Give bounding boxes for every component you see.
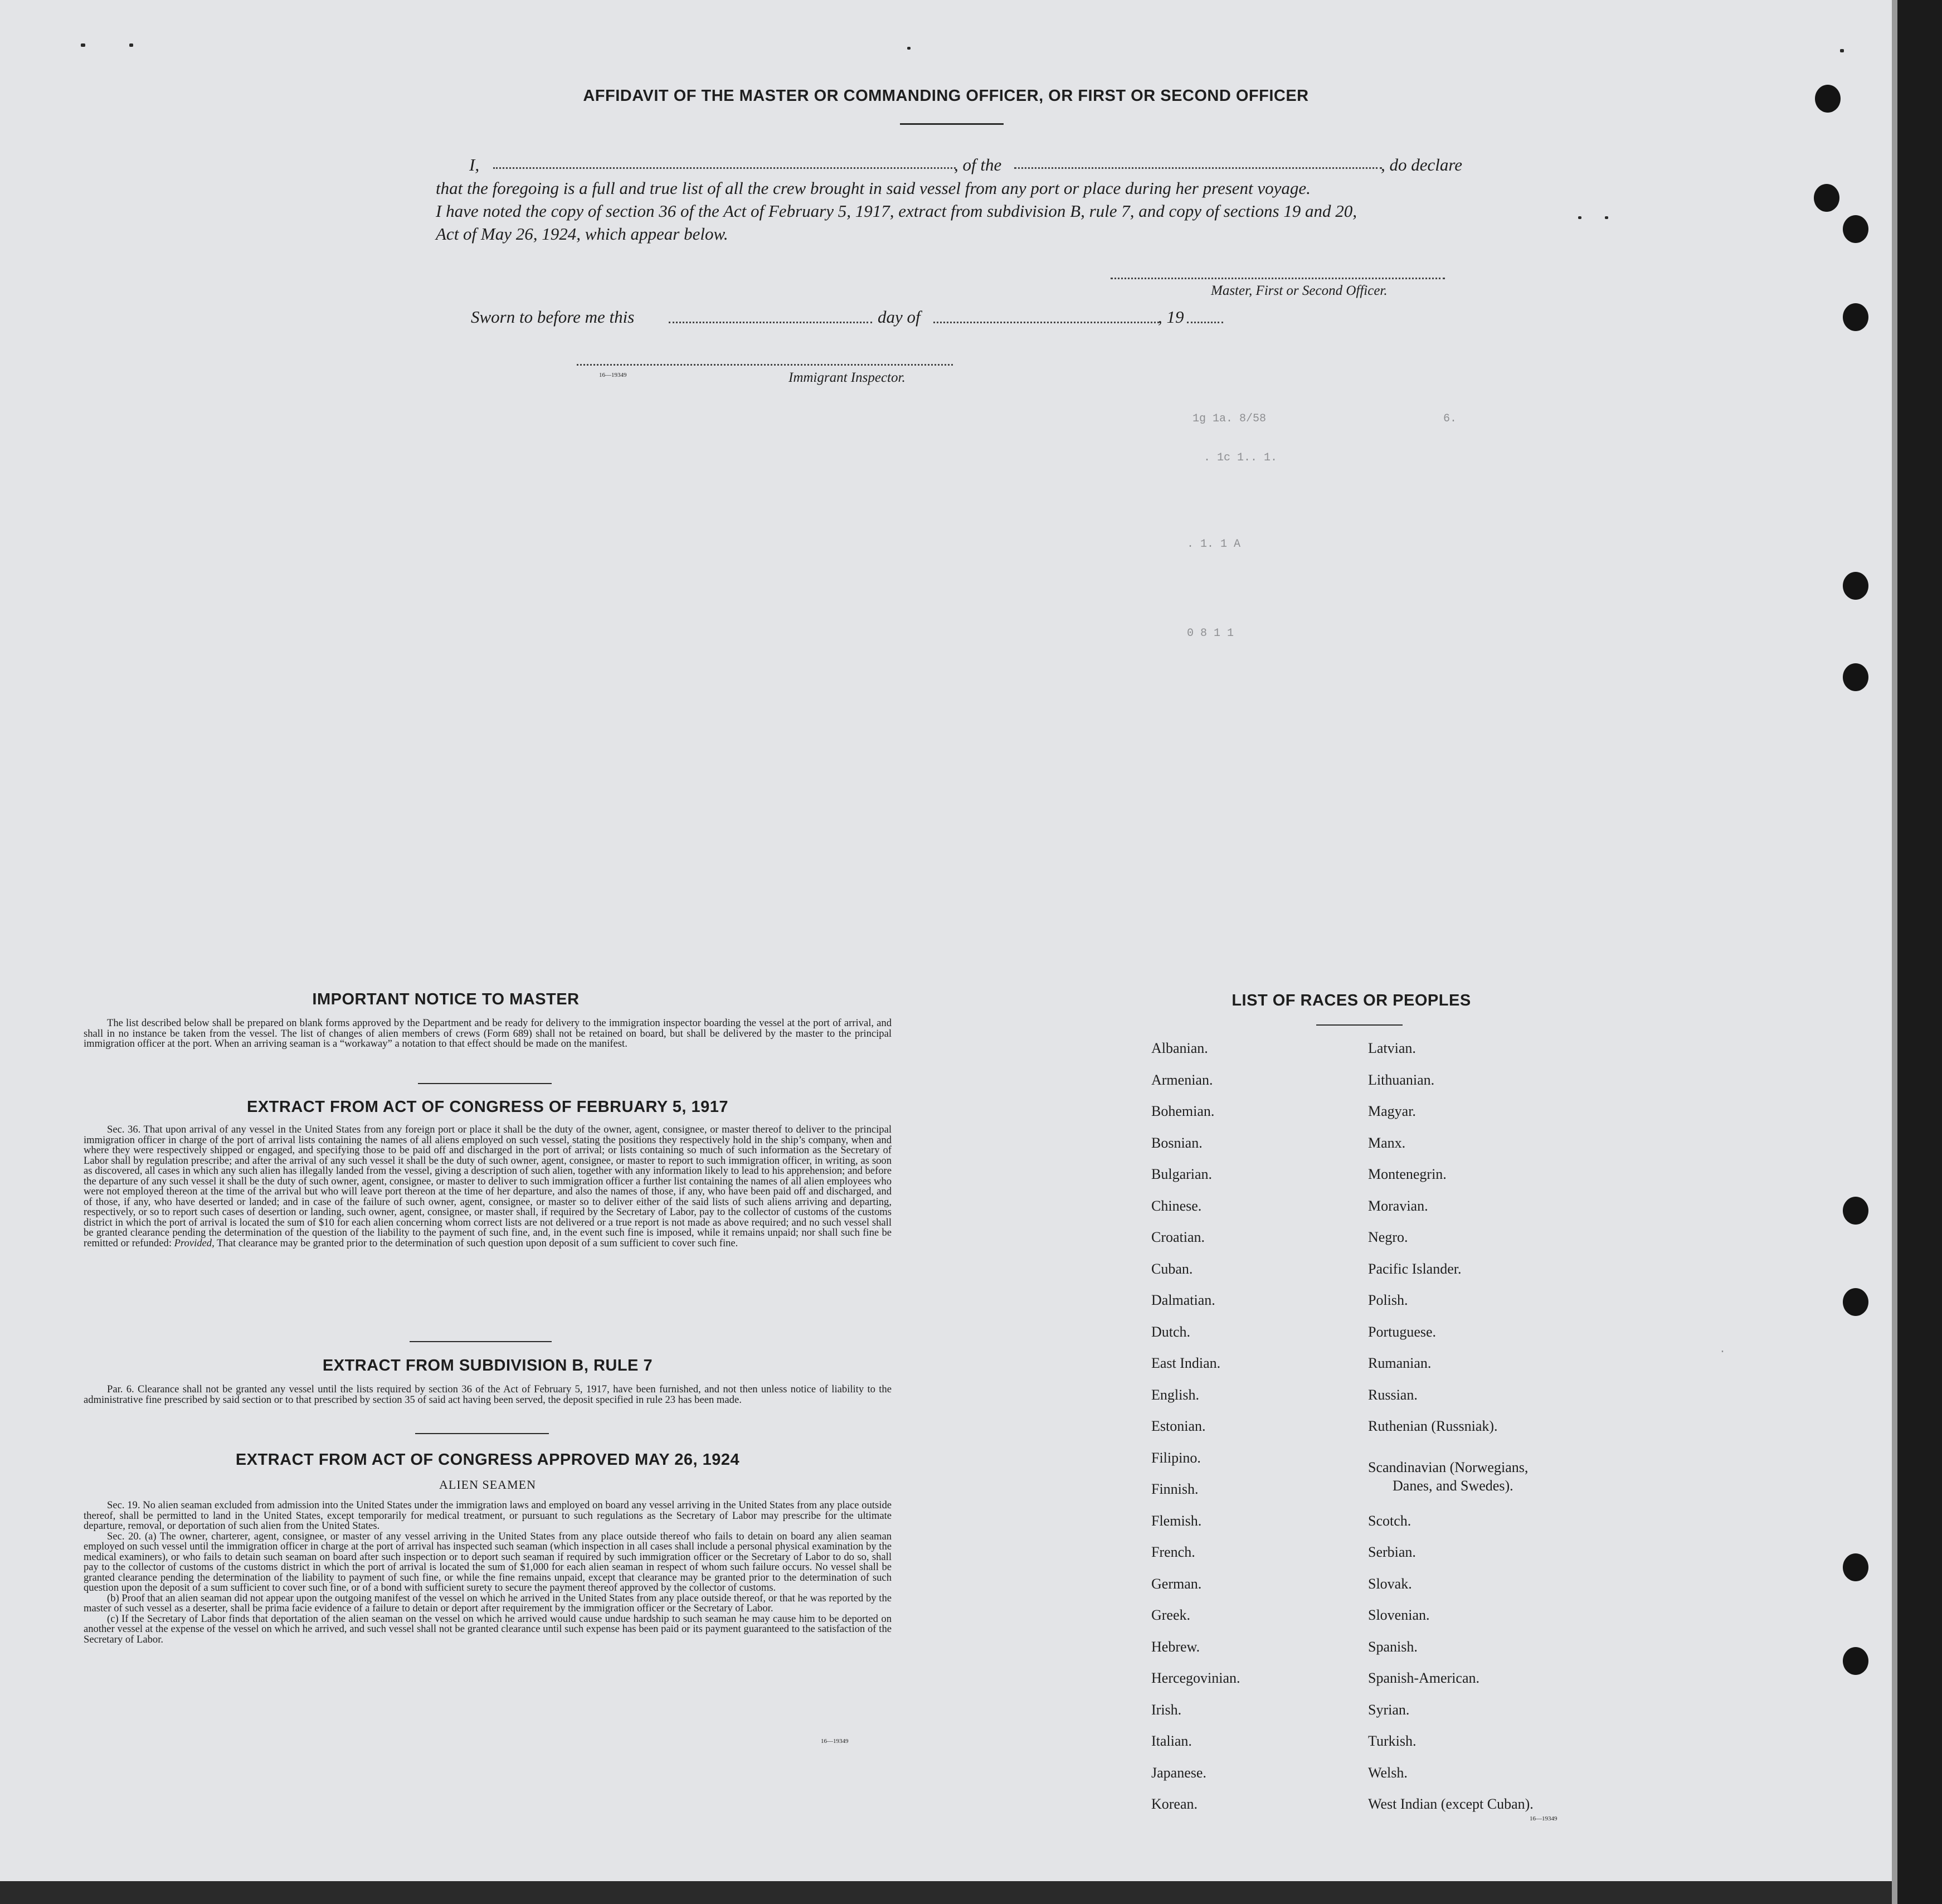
affidavit-line-2: that the foregoing is a full and true list of all the crew brought in said vessel from any port or place during her present voyage. (436, 178, 1311, 198)
race-item: Moravian. (1368, 1198, 1428, 1214)
race-item: Welsh. (1368, 1765, 1408, 1781)
speck (1578, 216, 1581, 219)
punch-hole (1843, 1197, 1868, 1225)
rule7-text (84, 1385, 892, 1405)
race-item: Polish. (1368, 1292, 1408, 1308)
sec36-text-end: That clearance may be granted prior to the determination of such question upon deposit of a sum sufficient to cover such fine. (214, 1237, 738, 1249)
affidavit-line-3: I have noted the copy of section 36 of the Act of February 5, 1917, extract from subdivision B, rule 7, and copy of sections 19 and 20, (436, 201, 1357, 221)
race-item: Hebrew. (1151, 1639, 1200, 1655)
race-item: Korean. (1151, 1796, 1198, 1812)
form-number-right: 16—19349 (1530, 1815, 1558, 1822)
race-item: Irish. (1151, 1702, 1182, 1718)
race-item: Slovenian. (1368, 1607, 1430, 1623)
speck (907, 47, 911, 50)
rule7-divider (415, 1433, 549, 1434)
day-of-label: day of (878, 307, 921, 327)
race-item: Magyar. (1368, 1103, 1416, 1119)
race-item: Manx. (1368, 1135, 1406, 1151)
race-item: Ruthenian (Russniak). (1368, 1418, 1498, 1434)
rule7-title: EXTRACT FROM SUBDIVISION B, RULE 7 (322, 1357, 653, 1374)
affidavit-title: AFFIDAVIT OF THE MASTER OR COMMANDING OFFICER, OR FIRST OR SECOND OFFICER (583, 87, 1309, 105)
inspector-label: Immigrant Inspector. (789, 370, 906, 385)
vessel-name-field[interactable] (1014, 167, 1382, 169)
race-item: Albanian. (1151, 1040, 1208, 1056)
page-edge-right (1892, 0, 1897, 1904)
extract-1924-text (84, 1500, 892, 1645)
race-item: Flemish. (1151, 1513, 1202, 1529)
extract-1917-title: EXTRACT FROM ACT OF CONGRESS OF FEBRUARY 5, 1917 (246, 1098, 729, 1116)
race-item: Serbian. (1368, 1544, 1416, 1560)
races-title: LIST OF RACES OR PEOPLES (1232, 992, 1471, 1009)
race-item: Chinese. (1151, 1198, 1202, 1214)
race-item: Finnish. (1151, 1481, 1199, 1497)
year-label: , 19 (1158, 307, 1184, 327)
extract-1924-title: EXTRACT FROM ACT OF CONGRESS APPROVED MAY 26, 1924 (235, 1451, 740, 1469)
sworn-label: Sworn to before me this (471, 307, 635, 327)
race-item: Armenian. (1151, 1072, 1213, 1088)
master-name-field[interactable] (493, 167, 956, 169)
race-item: Syrian. (1368, 1702, 1410, 1718)
affidavit-line-4: Act of May 26, 1924, which appear below. (436, 224, 728, 244)
sworn-month-field[interactable] (933, 322, 1159, 323)
race-item: Filipino. (1151, 1450, 1201, 1466)
extract-1917-text (84, 1125, 892, 1249)
speck (1840, 49, 1844, 52)
affidavit-of-the-label: , of the (954, 155, 1002, 174)
form-number-left: 16—19349 (821, 1738, 849, 1745)
race-item: Spanish-American. (1368, 1670, 1480, 1686)
race-item: Montenegrin. (1368, 1166, 1447, 1182)
speck (81, 43, 85, 47)
sec36-proviso: Provided, (174, 1237, 215, 1249)
sworn-day-field[interactable] (669, 322, 872, 323)
race-item: Danes, and Swedes). (1393, 1478, 1513, 1494)
notice-paragraph: The list described below shall be prepared on blank forms approved by the Department and be ready for delivery to the immigration inspector boarding the vessel at the port of arrival, and shall in no instance be taken from the vessel. The list of changes of alien members of crews (Form 689) shall not be retained on board, but shall be delivered by the master to the principal immigration officer at the port. When an arriving seaman is a “workaway” a notation to that effect should be made on the manifest. (84, 1017, 892, 1050)
race-item: Bulgarian. (1151, 1166, 1213, 1182)
sec36-paragraph (84, 1125, 892, 1249)
race-item: Turkish. (1368, 1733, 1417, 1749)
sec19-paragraph: Sec. 19. No alien seaman excluded from admission into the United States under the immigration laws and employed on board any vessel arriving in the United States from any place outside thereof, shall be permitted to land in the United States, except temporarily for medical treatment, or pursuant to such regulations as the Secretary of Labor may prescribe for the ultimate departure, removal, or deportation of such alien from the United States. (84, 1499, 892, 1532)
punch-hole (1843, 1647, 1868, 1675)
page-edge-bottom (0, 1881, 1892, 1904)
punch-hole (1843, 572, 1868, 600)
sec20c-paragraph: (c) If the Secretary of Labor finds that deportation of the alien seaman on the vessel on which he arrived would cause undue hardship to such seaman he may cause him to be deported on another vessel at the expense of the vessel on which he arrived, and such vessel shall not be granted clearance until such expense has been paid or its payment guaranteed to the satisfaction of the Secretary of Labor. (84, 1612, 892, 1645)
extract-1917-divider (410, 1341, 552, 1342)
punch-hole (1843, 215, 1868, 243)
punch-hole (1843, 1553, 1868, 1581)
race-item: Japanese. (1151, 1765, 1206, 1781)
race-item: Spanish. (1368, 1639, 1418, 1655)
race-item: French. (1151, 1544, 1195, 1560)
notice-text (84, 1018, 892, 1050)
race-item: Bohemian. (1151, 1103, 1215, 1119)
race-item: Hercegovinian. (1151, 1670, 1240, 1686)
punch-hole (1843, 1288, 1868, 1316)
affidavit-do-declare-label: , do declare (1381, 155, 1463, 174)
race-item: Italian. (1151, 1733, 1192, 1749)
bleed-through-mark: 6. (1443, 412, 1457, 425)
race-item: Dutch. (1151, 1324, 1191, 1340)
sworn-year-field[interactable] (1187, 322, 1223, 323)
race-item: Estonian. (1151, 1418, 1206, 1434)
bleed-through-mark: 1g 1a. 8/58 (1193, 412, 1267, 425)
race-item: Negro. (1368, 1229, 1408, 1245)
race-item: Scotch. (1368, 1513, 1412, 1529)
notice-divider (418, 1083, 552, 1084)
race-item: Greek. (1151, 1607, 1191, 1623)
race-item: Slovak. (1368, 1576, 1412, 1592)
race-item: German. (1151, 1576, 1202, 1592)
bleed-through-mark: . (1719, 1343, 1726, 1356)
race-item: West Indian (except Cuban). (1368, 1796, 1534, 1812)
inspector-signature-field[interactable] (577, 364, 953, 366)
race-item: Lithuanian. (1368, 1072, 1435, 1088)
speck (1605, 216, 1608, 219)
sec20a-paragraph: Sec. 20. (a) The owner, charterer, agent, consignee, or master of any vessel arriving in the United States from any place outside thereof who fails to detain on board any alien seaman employed on such vessel until the immigration officer in charge at the port of arrival has inspected such seaman (which inspection in all cases shall include a personal physical examination by the medical examiners), or who fails to detain such seaman on board after such inspection or to deport such seaman if required by such immigration officer or the Secretary of Labor to do so, shall pay to the collector of customs of the customs district in which the port of arrival is located the sum of $1,000 for each alien seaman in respect of whom such failure occurs. No vessel shall be granted clearance pending the determination of the liability to payment of such fine, or while the fine remains unpaid, except that clearance may be granted prior to the determination of such question upon the deposit of a sum sufficient to cover such fine, or of a bond with sufficient surety to secure the payment thereof approved by the collector of customs. (84, 1530, 892, 1594)
notice-title: IMPORTANT NOTICE TO MASTER (312, 990, 580, 1008)
sec36-text: Sec. 36. That upon arrival of any vessel in the United States from any foreign port or place it shall be the duty of the owner, agent, consignee, or master thereof to deliver to the principal immigration officer in charge of the port of arrival lists containing the names of all aliens employed on such vessel, stating the positions they respectively hold in the ship’s company, when and where they were respectively shipped or engaged, and specifying those to be paid off and discharged in the port of arrival; or lists containing so much of such information as the Secretary of Labor shall by regulation prescribe; and after the arrival of any such vessel it shall be the duty of such owner, agent, consignee, or master to report to such immigration officer, in writing, as soon as discovered, all cases in which any such alien has illegally landed from the vessel, giving a description of such alien, together with any information likely to lead to his apprehension; and before the departure of any such vessel it shall be the duty of such owner, agent, consignee, or master to deliver to such immigration officer a further list containing the names of all alien employees who were not employed thereon at the time of the arrival but who will leave port thereon at the time of her departure, and also the names of those, if any, who have been paid off and discharged, and of those, if any, who have deserted or landed; and in case of the failure of such owner, agent, consignee, or master so to deliver either of the said lists of such aliens arriving and departing, respectively, or so to report such cases of desertion or landing, such owner, agent, consignee, or master shall, if required by the Secretary of Labor, pay to the collector of customs of the customs district in which the port of arrival is located the sum of $10 for each alien concerning whom correct lists are not delivered or a true report is not made as above required; and no such vessel shall be granted clearance pending the determination of the question of the liability to the payment of such fine, and, in the event such fine is imposed, while it remains unpaid; nor shall such fine be remitted or refunded: (84, 1124, 892, 1249)
rule7-paragraph: Par. 6. Clearance shall not be granted any vessel until the lists required by section 36 of the Act of February 5, 1917, have been furnished, and not then unless notice of liability to the administrative fine prescribed by said section or to that prescribed by section 35 of said act having been served, the deposit specified in rule 23 has been made. (84, 1383, 892, 1406)
punch-hole (1814, 184, 1839, 212)
master-signature-field[interactable] (1111, 278, 1445, 279)
race-item: East Indian. (1151, 1355, 1221, 1371)
bleed-through-mark: . 1. 1 A (1187, 538, 1241, 551)
alien-seamen-subtitle: ALIEN SEAMEN (439, 1478, 536, 1492)
race-item: Cuban. (1151, 1261, 1193, 1277)
race-item: Latvian. (1368, 1040, 1416, 1056)
form-number-top: 16—19349 (599, 372, 627, 378)
race-item: Scandinavian (Norwegians, (1368, 1459, 1529, 1475)
bleed-through-mark: 0 8 1 1 (1187, 627, 1234, 640)
race-item: Croatian. (1151, 1229, 1205, 1245)
affidavit-i-label: I, (469, 155, 480, 174)
title-divider (900, 123, 1004, 125)
race-item: Portuguese. (1368, 1324, 1437, 1340)
speck (129, 43, 133, 47)
race-item: Bosnian. (1151, 1135, 1203, 1151)
races-divider (1316, 1024, 1403, 1026)
race-item: Dalmatian. (1151, 1292, 1215, 1308)
master-signature-label: Master, First or Second Officer. (1211, 283, 1388, 298)
punch-hole (1815, 85, 1841, 113)
punch-hole (1843, 303, 1868, 331)
race-item: Rumanian. (1368, 1355, 1432, 1371)
race-item: English. (1151, 1387, 1199, 1403)
bleed-through-mark: . 1c 1.. 1. (1204, 451, 1278, 464)
race-item: Pacific Islander. (1368, 1261, 1462, 1277)
punch-hole (1843, 663, 1868, 691)
race-item: Russian. (1368, 1387, 1418, 1403)
sec20b-paragraph: (b) Proof that an alien seaman did not appear upon the outgoing manifest of the vessel on which he arrived in the United States from any place outside thereof, or that he was reported by the master of such vessel as a deserter, shall be prima facie evidence of a failure to detain or deport after requirement by the immigration officer or the Secretary of Labor. (84, 1592, 892, 1614)
